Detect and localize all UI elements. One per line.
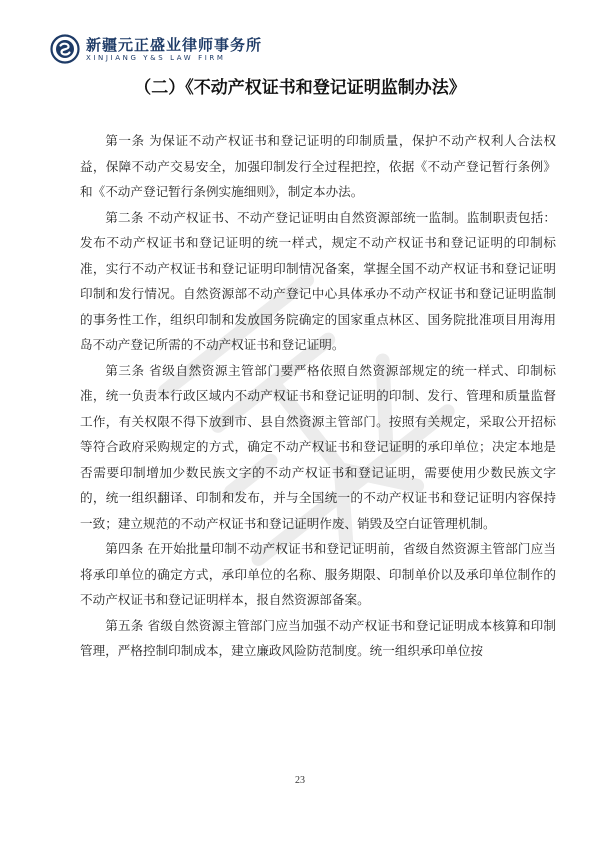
article-5-paragraph: 第五条 省级自然资源主管部门应当加强不动产权证书和登记证明成本核算和印制管理，严格控制印制成本，建立廉政风险防范制度。统一组织承印单位按 [80, 617, 556, 658]
article-3-paragraph: 第三条 省级自然资源主管部门要严格依照自然资源部规定的统一样式、印制标准，统一负责本行政区域内不动产权证书和登记证明的印制、发行、管理和质量监督工作，有关权限不得下放到市、县自然资源主管部门。按照有关规定，采取公开招标等符合政府采购规定的方式，确定不动产权证书和登记证明的承印单位；决定本地是否需要印制增加少数民族文字的不动产权证书和登记证明，需要使用少数民族文字的，统一组织翻译、印制和发布，并与全国统一的不动产权证书和登记证明内容保持一致；建立规范的不动产权证书和登记证明作废、销毁及空白证管理机制。 [80, 362, 556, 531]
page-number: 23 [295, 775, 305, 786]
article-1-paragraph: 第一条 为保证不动产权证书和登记证明的印制质量，保护不动产权利人合法权益，保障不动产交易安全，加强印制发行全过程把控，依据《不动产登记暂行条例》和《不动产登记暂行条例实施细则》，制定本办法。 [80, 133, 556, 199]
document-body [80, 128, 556, 664]
document-title: （二）《不动产权证书和登记证明监制办法》 [134, 78, 466, 98]
page-header [50, 30, 550, 70]
firm-name-english: XINJIANG Y&S LAW FIRM [86, 54, 226, 62]
law-firm-logo-icon [50, 34, 80, 64]
article-4-paragraph: 第四条 在开始批量印制不动产权证书和登记证明前，省级自然资源主管部门应当将承印单位的确定方式，承印单位的名称、服务期限、印制单价以及承印单位制作的不动产权证书和登记证明样本，报自然资源部备案。 [80, 541, 556, 607]
firm-name-chinese: 新疆元正盛业律师事务所 [86, 36, 263, 54]
article-2-paragraph: 第二条 不动产权证书、不动产登记证明由自然资源部统一监制。监制职责包括：发布不动产权证书和登记证明的统一样式，规定不动产权证书和登记证明的印制标准，实行不动产权证书和登记证明印制情况备案，掌握全国不动产权证书和登记证明印制和发行情况。自然资源部不动产登记中心具体承办不动产权证书和登记证明监制的事务性工作，组织印制和发放国务院确定的国家重点林区、国务院批准项目用海用岛不动产登记所需的不动产权证书和登记证明。 [80, 209, 556, 352]
